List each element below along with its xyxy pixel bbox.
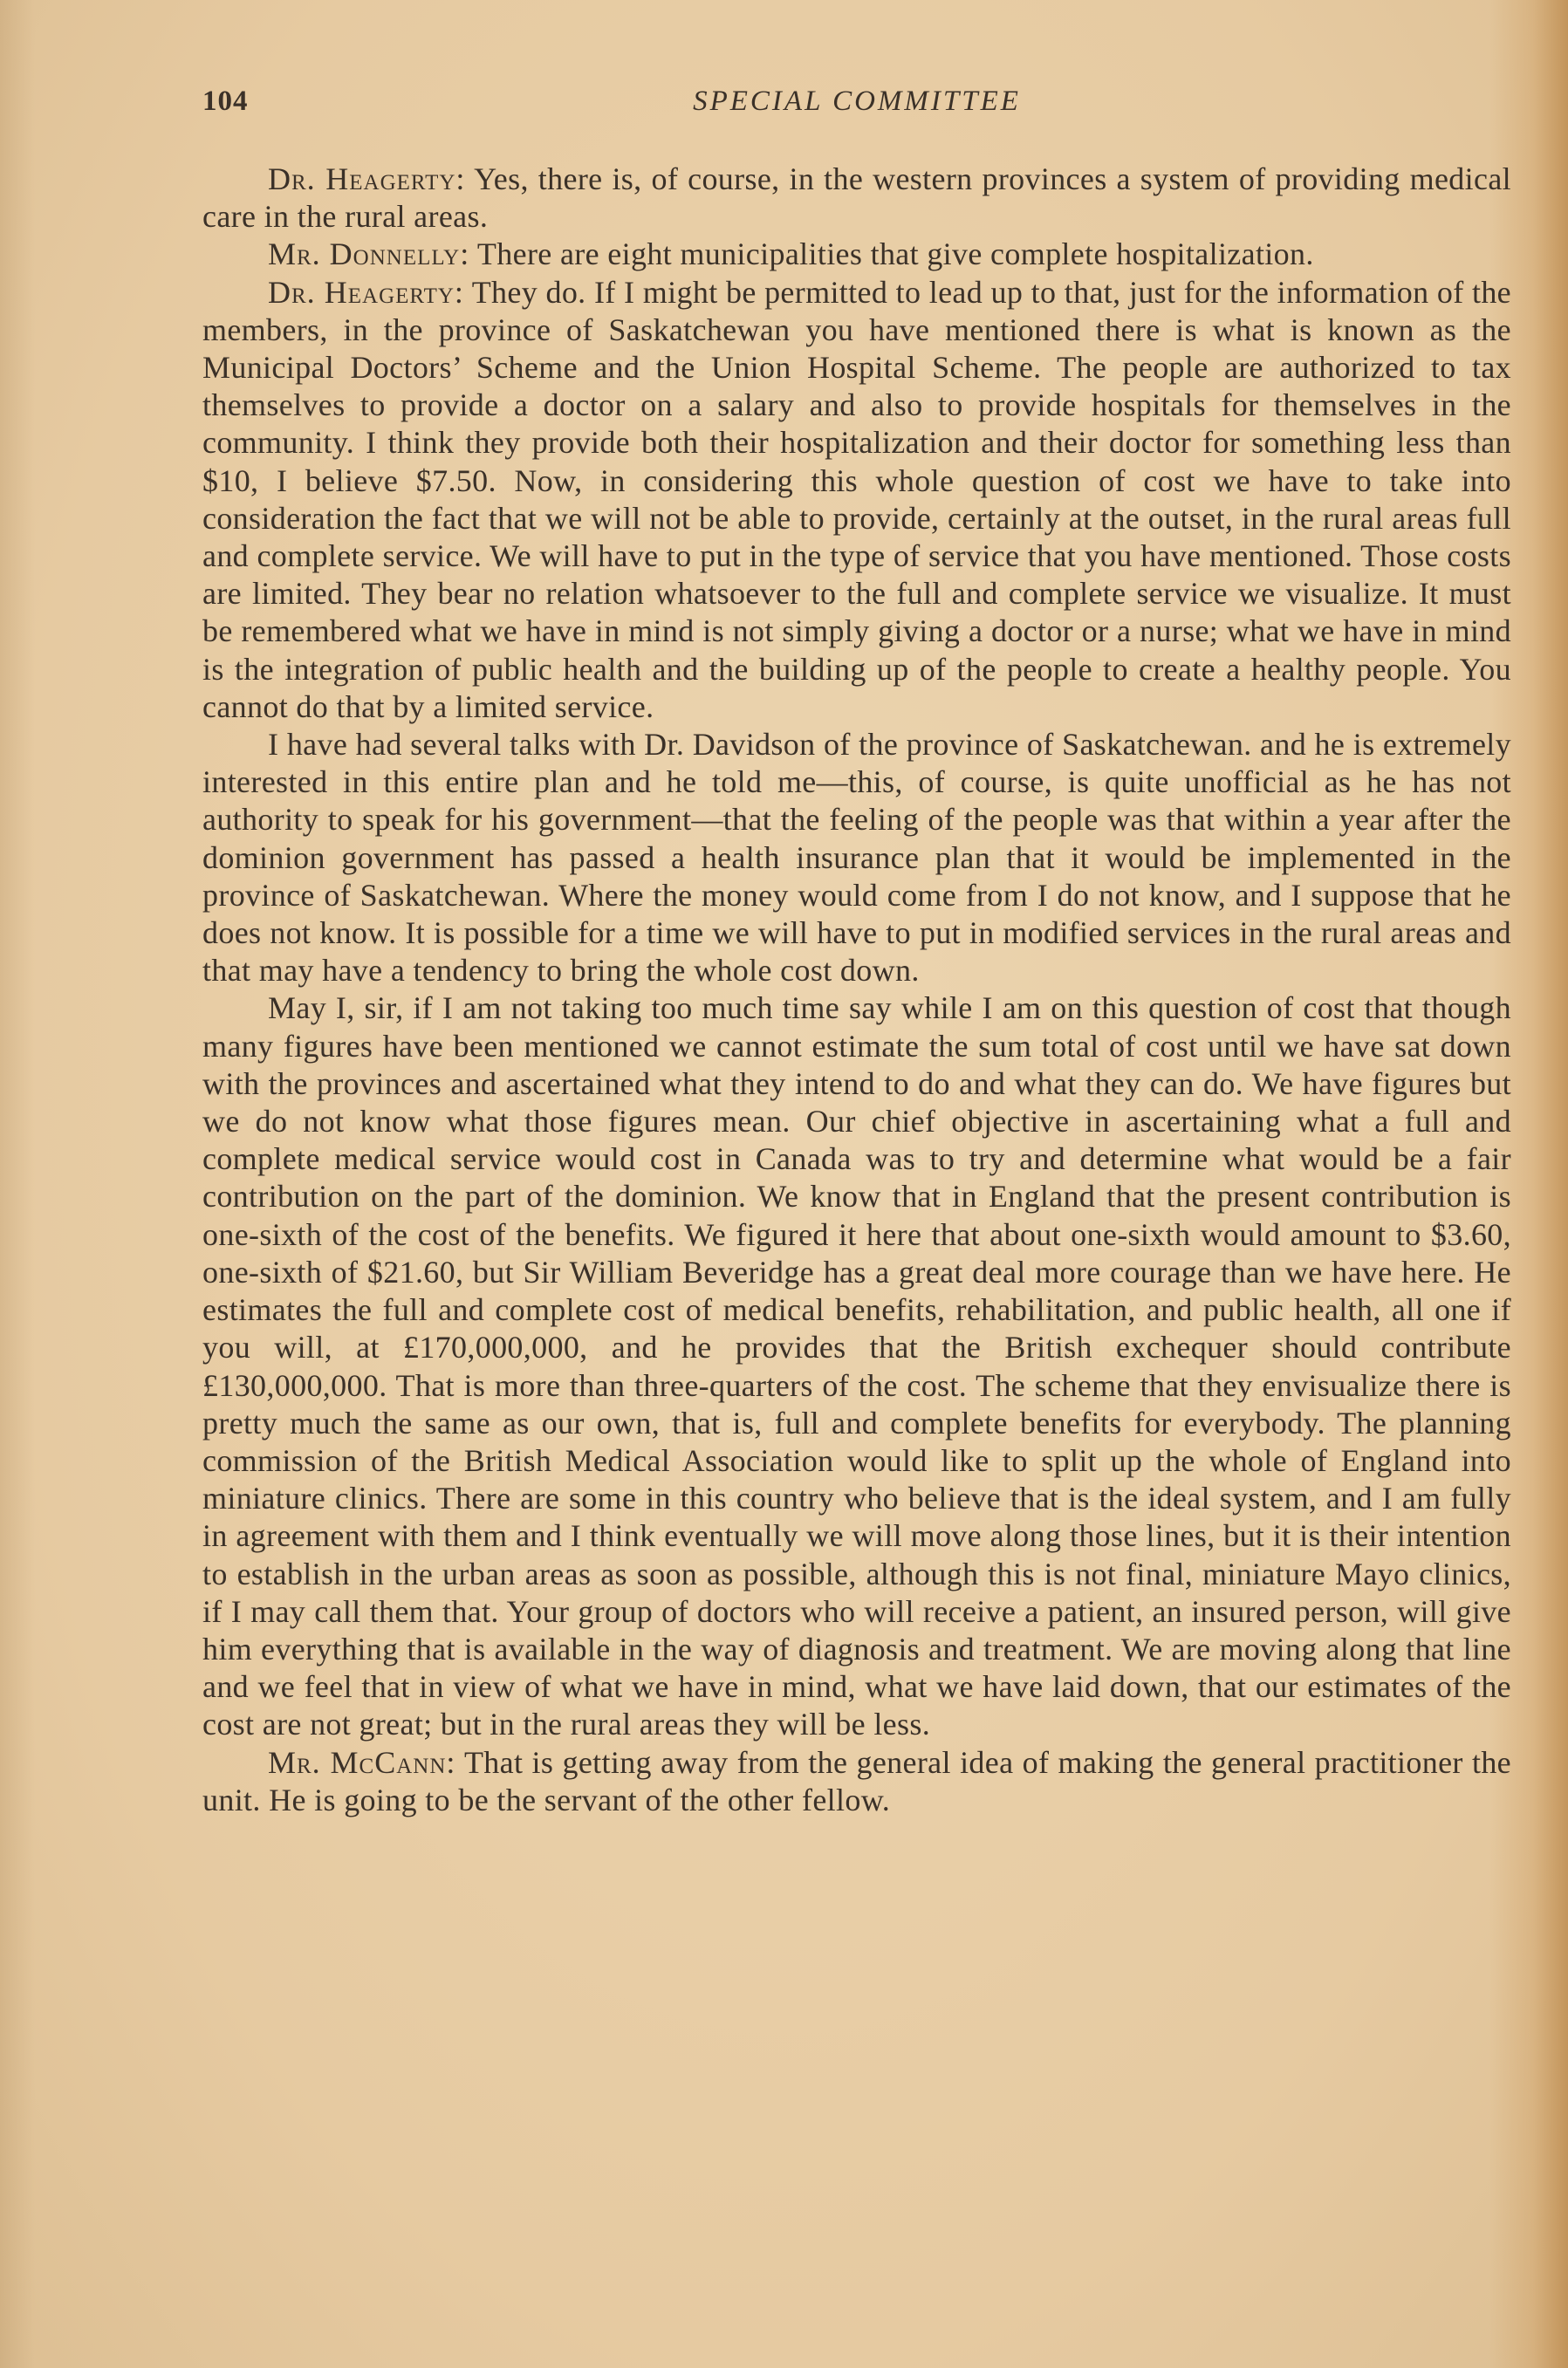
speaker-name: Mr. Donnelly: [268,236,470,272]
body-text [202,161,1511,1819]
paragraph-text: They do. If I might be permitted to lead up to that, just for the information of the members, in the province of Saskatchewan you have mentioned there is what is known as the Municipal Doctors’ Scheme and the Union Hospital Scheme. The people are authorized to tax themselves to provide a doctor on a salary and also to provide hospitals for themselves in the community. I think they provide both their hospitalization and their doctor for something less than $10, I believe $7.50. Now, in considering this whole question of cost we have to take into consideration the fact that we will not be able to provide, certainly at the outset, in the rural areas full and complete service. We will have to put in the type of service that you have mentioned. Those costs are limited. They bear no relation whatsoever to the full and complete service we visualize. It must be remembered what we have in mind is not simply giving a doctor or a nurse; what we have in mind is the integration of public health and the building up of the people to create a healthy people. You cannot do that by a limited service. [202,274,1512,724]
paragraph-text: That is getting away from the general idea of making the general practitioner the unit. He is going to be the servant of the other fellow. [202,1744,1511,1817]
paragraph [202,236,1511,273]
paragraph [202,1744,1511,1819]
paragraph-text: I have had several talks with Dr. Davidson of the province of Saskatchewan. and he is extremely interested in this entire plan and he told me—this, of course, is quite unofficial as he has not authority to speak for his government—that the feeling of the people was that within a year after the dominion government has passed a health insurance plan that it would be implemented in the province of Saskatchewan. Where the money would come from I do not know, and I suppose that he does not know. It is possible for a time we will have to put in modified services in the rural areas and that may have a tendency to bring the whole cost down. [202,727,1511,989]
paragraph [202,989,1511,1743]
paragraph [202,161,1511,236]
book-page [202,86,1511,1819]
paragraph-text: May I, sir, if I am not taking too much time say while I am on this question of cost that though many figures have been mentioned we cannot estimate the sum total of cost until we have sat down with the provinces and ascertained what they intend to do and what they can do. We have figures but we do not know what those figures mean. Our chief objective in ascertaining what a full and complete medical service would cost in Canada was to try and determine what would be a fair contribution on the part of the dominion. We know that in England that the present contribution is one-sixth of the cost of the benefits. We figured it here that about one-sixth would amount to $3.60, one-sixth of $21.60, but Sir William Beveridge has a great deal more courage than we have here. He estimates the full and complete cost of medical benefits, rehabilitation, and public health, all one if you will, at £170,000,000, and he provides that the British exchequer should contribute £130,000,000. That is more than three-quarters of the cost. The scheme that they envisualize there is pretty much the same as our own, that is, full and complete benefits for everybody. The planning commission of the British Medical Association would like to split up the whole of England into miniature clinics. There are some in this country who believe that is the ideal system, and I am fully in agreement with them and I think eventually we will move along those lines, but it is their intention to establish in the urban areas as soon as possible, although this is not final, miniature Mayo clinics, if I may call them that. Your group of doctors who will receive a patient, an insured person, will give him everything that is available in the way of diagnosis and treatment. We are moving along that line and we feel that in view of what we have in mind, what we have laid down, that our estimates of the cost are not great; but in the rural areas they will be less. [202,990,1511,1742]
paragraph [202,274,1511,726]
speaker-name: Dr. Heagerty: [268,274,464,310]
paragraph-text: Yes, there is, of course, in the western provinces a system of providing medical care in the rural areas. [202,161,1511,235]
paragraph [202,726,1511,989]
page-number: 104 [202,86,249,117]
paragraph-text: There are eight municipalities that give complete hospitalization. [476,236,1314,272]
speaker-name: Mr. McCann: [268,1744,456,1780]
running-head: SPECIAL COMMITTEE [693,86,1021,117]
speaker-name: Dr. Heagerty: [268,161,466,196]
page-header [202,86,1511,127]
